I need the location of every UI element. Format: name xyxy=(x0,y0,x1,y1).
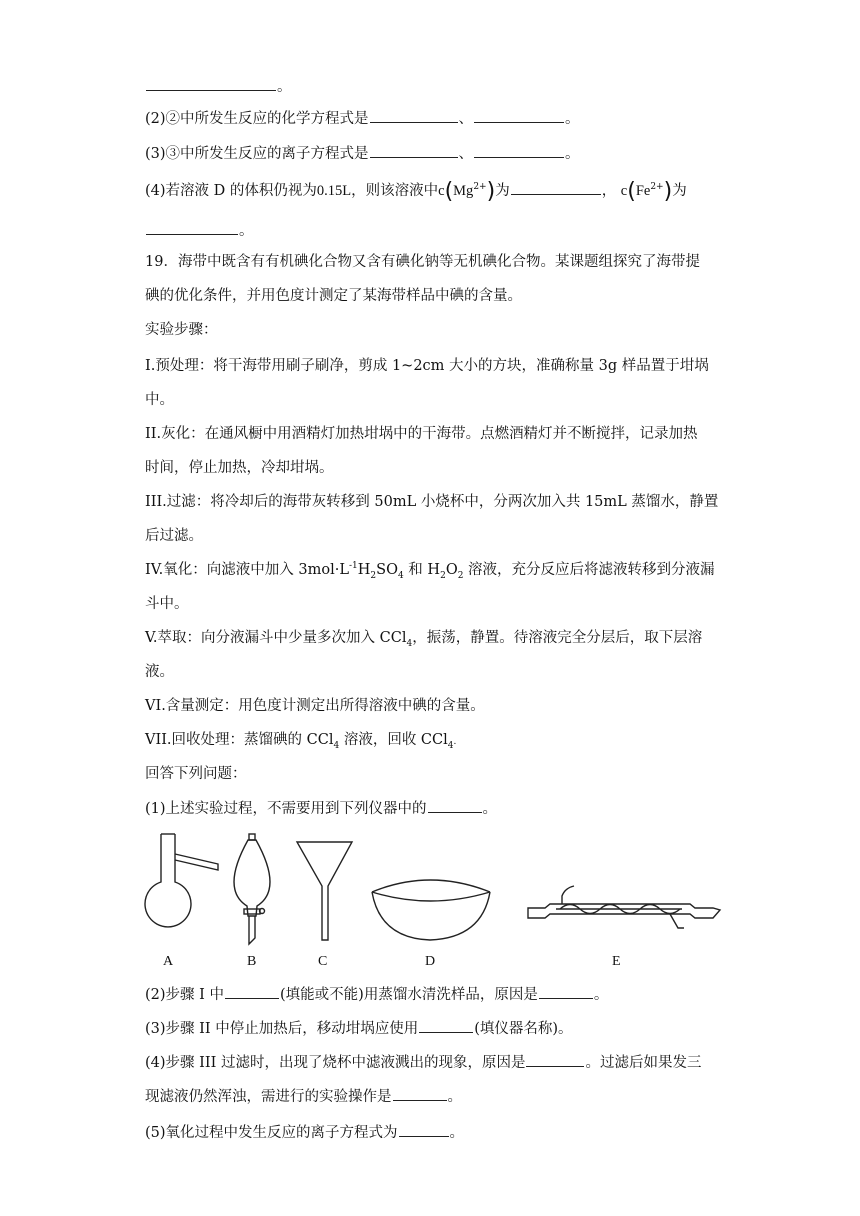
answer-blank[interactable] xyxy=(370,143,458,158)
q19-step-1-cont: 中。 xyxy=(145,392,174,408)
q19-question-1: (1)上述实验过程，不需要用到下列仪器中的 。 xyxy=(145,798,497,819)
answer-blank[interactable] xyxy=(539,984,593,999)
q19-question-4: (4)步骤 III 过滤时，出现了烧杯中滤液溅出的现象，原因是 。过滤后如果发三 xyxy=(145,1052,701,1073)
q18-part-4-cont: 。 xyxy=(145,220,254,241)
q19-step-1: I.预处理：将干海带用刷子刷净，剪成 1~2cm 大小的方块，准确称量 3g 样品置于坩埚 xyxy=(145,358,709,374)
q18-part-3: (3)③中所发生反应的离子方程式是 、 。 xyxy=(145,143,580,164)
label-e: E xyxy=(612,954,621,969)
label-d: D xyxy=(425,954,436,969)
answer-blank[interactable] xyxy=(526,1052,584,1067)
answer-blank[interactable] xyxy=(419,1018,473,1033)
answer-blank[interactable] xyxy=(399,1122,449,1137)
answer-blank[interactable] xyxy=(225,984,279,999)
q19-question-5: (5)氧化过程中发生反应的离子方程式为 。 xyxy=(145,1122,464,1143)
q19-question-2: (2)步骤 I 中 (填能或不能)用蒸馏水清洗样品，原因是 。 xyxy=(145,984,608,1005)
q19-step-6: VI.含量测定：用色度计测定出所得溶液中碘的含量。 xyxy=(145,698,485,714)
q19-step-7: VII.回收处理：蒸馏碘的 CCl$_4$ 溶液，回收 CCl$_4$. xyxy=(145,732,457,751)
evaporating-dish-icon xyxy=(372,880,490,940)
answer-blank[interactable] xyxy=(428,798,482,813)
q19-question-3: (3)步骤 II 中停止加热后，移动坩埚应使用 (填仪器名称)。 xyxy=(145,1018,573,1039)
apparatus-figure xyxy=(130,830,730,950)
q19-intro-2: 碘的优化条件，并用色度计测定了某海带样品中碘的含量。 xyxy=(145,288,522,304)
q19-step-2: II.灰化：在通风橱中用酒精灯加热坩埚中的干海带。点燃酒精灯并不断搅拌，记录加热 xyxy=(145,426,698,442)
distillation-flask-icon xyxy=(145,834,218,927)
q19-intro-1: 19．海带中既含有有机碘化合物又含有碘化钠等无机碘化合物。某课题组探究了海带提 xyxy=(145,254,700,270)
q19-step-4: IV.氧化：向滤液中加入 $3mol\cdot L^{-1}H_2SO_4$ 和 $H_2O_2$ 溶液，充分反应后将滤液转移到分液漏 xyxy=(145,561,715,581)
q19-step-5-cont: 液。 xyxy=(145,664,174,680)
answer-blank[interactable] xyxy=(511,180,601,195)
answer-blank[interactable] xyxy=(146,76,276,91)
answer-blank[interactable] xyxy=(474,143,564,158)
q19-question-4-cont: 现滤液仍然浑浊，需进行的实验操作是 。 xyxy=(145,1086,462,1107)
q19-answer-title: 回答下列问题： xyxy=(145,766,247,782)
q19-steps-title: 实验步骤： xyxy=(145,322,218,338)
q18-part-4: (4)若溶液 D 的体积仍视为0.15L，则该溶液中$c(Mg^{2+})$为 ， $c(Fe^{2+})$为 xyxy=(145,179,687,204)
separatory-funnel-icon xyxy=(234,834,270,944)
q19-step-3: III.过滤：将冷却后的海带灰转移到 50mL 小烧杯中，分两次加入共 15mL 蒸馏水，静置 xyxy=(145,494,719,510)
answer-blank[interactable] xyxy=(393,1086,447,1101)
answer-blank[interactable] xyxy=(474,108,564,123)
label-a: A xyxy=(163,954,174,969)
label-c: C xyxy=(318,954,328,969)
q18-part-2: (2)②中所发生反应的化学方程式是 、 。 xyxy=(145,108,580,129)
label-b: B xyxy=(247,954,257,969)
funnel-icon xyxy=(297,842,352,940)
q19-step-2-cont: 时间，停止加热，冷却坩埚。 xyxy=(145,460,334,476)
q19-step-3-cont: 后过滤。 xyxy=(145,528,203,544)
answer-blank[interactable] xyxy=(370,108,458,123)
q18-line-continuation: 。 xyxy=(145,76,292,97)
condenser-icon xyxy=(528,886,720,928)
q19-step-5: V.萃取：向分液漏斗中少量多次加入 CCl$_4$，振荡，静置。待溶液完全分层后，取下层溶 xyxy=(145,630,703,649)
q19-step-4-cont: 斗中。 xyxy=(145,596,189,612)
answer-blank[interactable] xyxy=(146,220,238,235)
